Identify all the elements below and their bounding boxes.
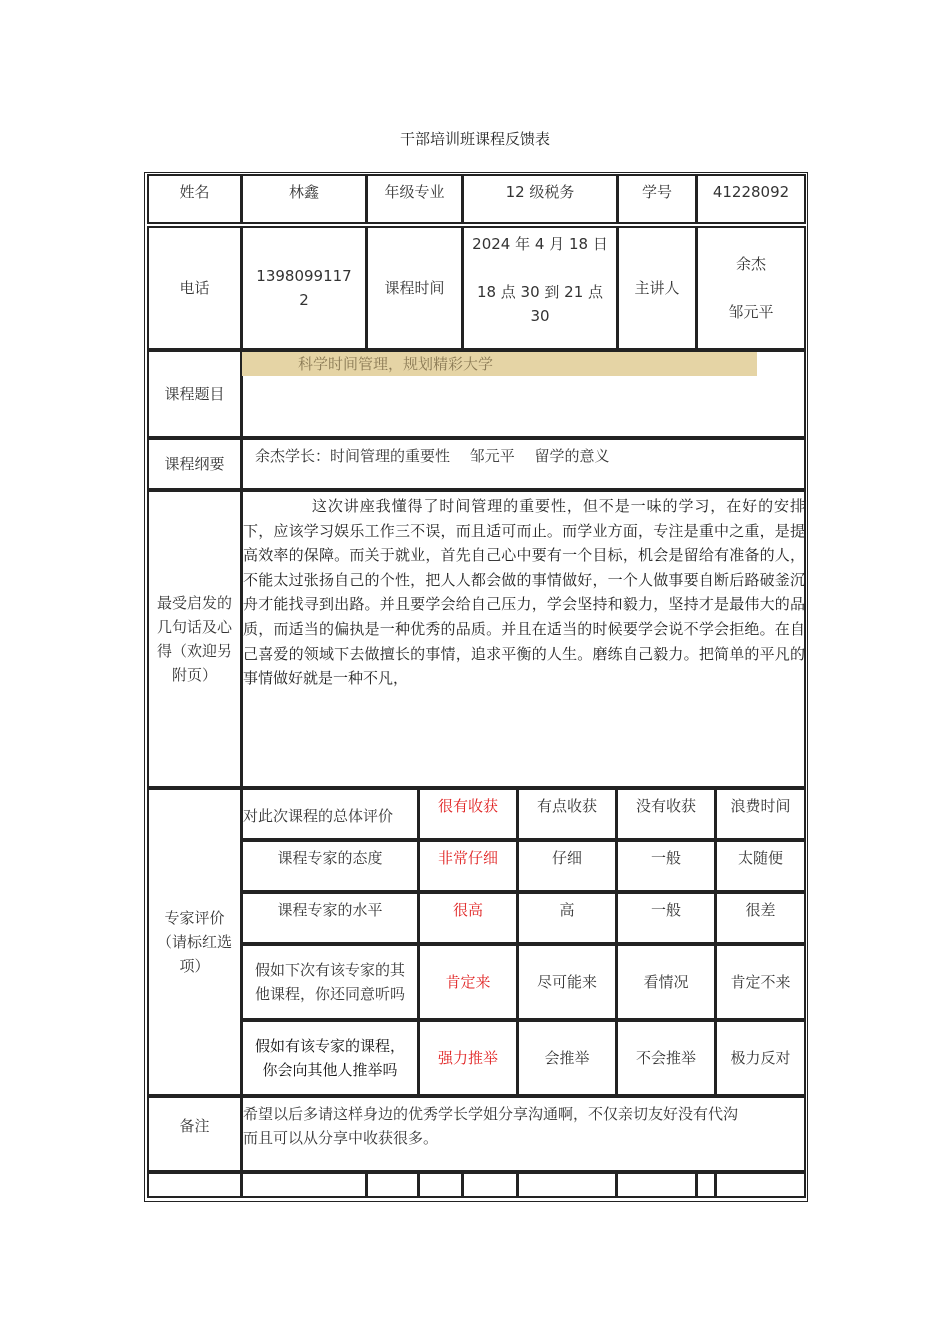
id-value: 41228092 [696, 174, 806, 224]
eval-option-selected[interactable]: 强力推举 [418, 1020, 518, 1096]
empty-cell [366, 1172, 419, 1198]
eval-question-line-1: 假如下次有该专家的其 [254, 961, 405, 979]
evaluation-label-line-3: 项） [179, 957, 210, 975]
eval-question-line-2: 他课程，你还同意听吗 [254, 985, 405, 1003]
empty-cell [241, 1172, 367, 1198]
eval-option-selected[interactable]: 很高 [418, 892, 518, 944]
eval-option[interactable]: 极力反对 [715, 1020, 806, 1096]
empty-cell [696, 1172, 716, 1198]
speaker-1: 余杰 [735, 255, 766, 273]
empty-cell [418, 1172, 463, 1198]
time-line-1: 2024 年 4 月 18 日 [472, 235, 608, 253]
insight-label-line-1: 最受启发的 [156, 594, 232, 612]
eval-question [241, 788, 419, 840]
evaluation-label-line-1: 专家评价 [164, 909, 225, 927]
phone-line-2: 2 [299, 291, 309, 309]
time-value [462, 226, 618, 350]
eval-option[interactable]: 没有收获 [616, 788, 716, 840]
eval-question [241, 1020, 419, 1096]
empty-cell [715, 1172, 806, 1198]
eval-option-selected[interactable]: 非常仔细 [418, 840, 518, 892]
phone-value [241, 226, 367, 350]
grade-label: 年级专业 [366, 174, 463, 224]
eval-option[interactable]: 一般 [616, 840, 716, 892]
empty-cell [517, 1172, 617, 1198]
insight-label [147, 490, 242, 788]
eval-question-line-1: 假如有该专家的课程， [254, 1037, 405, 1055]
grade-value: 12 级税务 [462, 174, 618, 224]
empty-cell [147, 1172, 242, 1198]
page-title: 干部培训班课程反馈表 [399, 130, 550, 148]
eval-option[interactable]: 尽可能来 [517, 944, 617, 1020]
remark-line-1: 希望以后多请这样身边的优秀学长学姐分享沟通啊，不仅亲切友好没有代沟 [243, 1105, 739, 1123]
eval-option-selected[interactable]: 很有收获 [418, 788, 518, 840]
eval-option[interactable]: 不会推举 [616, 1020, 716, 1096]
evaluation-label [147, 788, 242, 1096]
name-value: 林鑫 [241, 174, 367, 224]
eval-option[interactable]: 看情况 [616, 944, 716, 1020]
topic-value: 科学时间管理，规划精彩大学 [242, 352, 757, 376]
speaker-label: 主讲人 [617, 226, 697, 350]
eval-option[interactable]: 一般 [616, 892, 716, 944]
eval-question-line-2: 你会向其他人推举吗 [262, 1061, 398, 1079]
time-line-2: 18 点 30 到 21 点 [476, 283, 604, 301]
speaker-value [696, 226, 806, 350]
speaker-2: 邹元平 [728, 303, 774, 321]
remark-value [241, 1096, 806, 1172]
phone-line-1: 1398099117 [256, 267, 352, 285]
eval-option-selected[interactable]: 肯定来 [418, 944, 518, 1020]
empty-cell [462, 1172, 518, 1198]
insight-label-line-3: 得（欢迎另 [156, 642, 232, 660]
remark-label: 备注 [147, 1096, 242, 1172]
empty-cell [616, 1172, 697, 1198]
insight-label-line-2: 几句话及心 [156, 618, 232, 636]
eval-question: 课程专家的水平 [241, 892, 419, 944]
remark-line-2: 而且可以从分享中收获很多。 [243, 1129, 439, 1147]
eval-option[interactable]: 会推举 [517, 1020, 617, 1096]
name-label: 姓名 [147, 174, 242, 224]
eval-question-line: 对此次课程的总体评价 [243, 807, 394, 825]
eval-option[interactable]: 有点收获 [517, 788, 617, 840]
eval-question [241, 944, 419, 1020]
eval-question: 课程专家的态度 [241, 840, 419, 892]
topic-label: 课程题目 [147, 350, 242, 438]
phone-label: 电话 [147, 226, 242, 350]
eval-option[interactable]: 肯定不来 [715, 944, 806, 1020]
outline-value: 余杰学长：时间管理的重要性 邹元平 留学的意义 [241, 438, 806, 490]
insight-text: 这次讲座我懂得了时间管理的重要性，但不是一味的学习，在好的安排下，应该学习娱乐工作三不误，而且适可而止。而学业方面，专注是重中之重，是提高效率的保障。而关于就业，首先自己心中要有一个目标，机会是留给有准备的人，不能太过张扬自己的个性，把人人都会做的事情做好，一个人做事要自断后路破釜沉舟才能找寻到出路。并且要学会给自己压力，学会坚持和毅力，坚持才是最伟大的品质，而适当的偏执是一种优秀的品质。并且在适当的时候要学会说不学会拒绝。在自己喜爱的领域下去做擅长的事情，追求平衡的人生。磨练自己毅力。把简单的平凡的事情做好就是一种不凡， [243, 497, 805, 688]
eval-option[interactable]: 高 [517, 892, 617, 944]
eval-option[interactable]: 很差 [715, 892, 806, 944]
eval-option[interactable]: 太随便 [715, 840, 806, 892]
insight-text-block [243, 494, 805, 691]
id-label: 学号 [617, 174, 697, 224]
insight-label-line-4: 附页） [171, 666, 217, 684]
evaluation-label-line-2: （请标红选 [156, 933, 232, 951]
eval-option[interactable]: 浪费时间 [715, 788, 806, 840]
time-line-3: 30 [530, 307, 550, 325]
outline-label: 课程纲要 [147, 438, 242, 490]
eval-option[interactable]: 仔细 [517, 840, 617, 892]
time-label: 课程时间 [366, 226, 463, 350]
